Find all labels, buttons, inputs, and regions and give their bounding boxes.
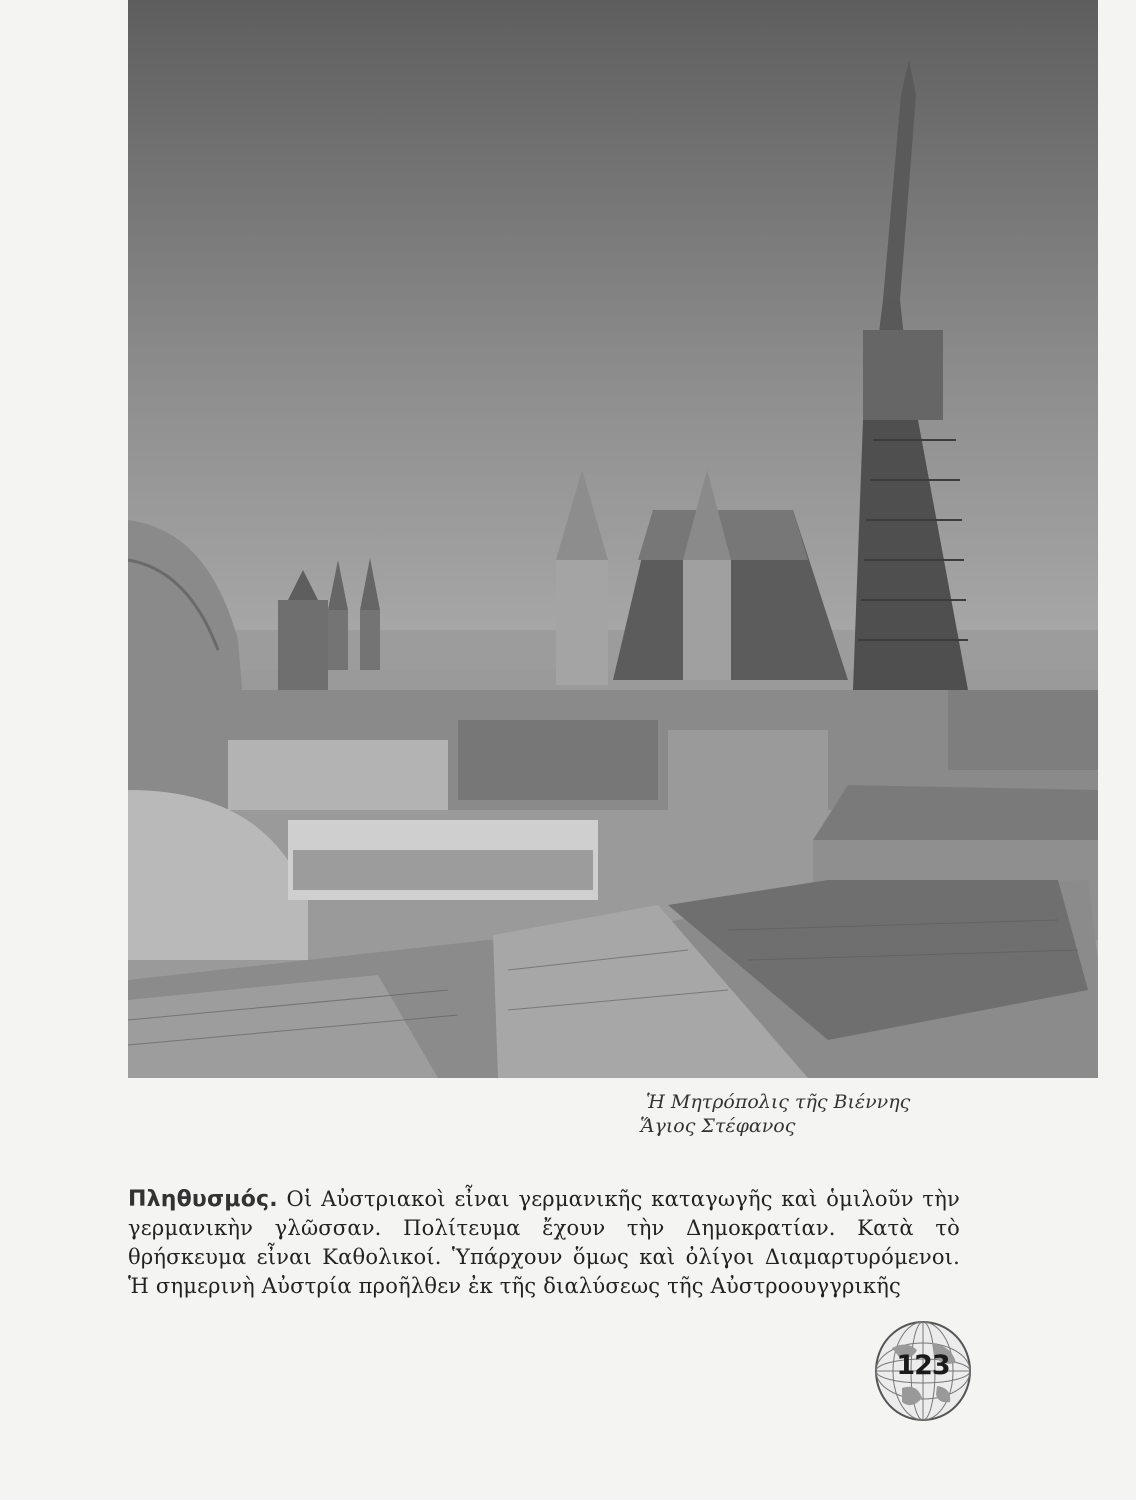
caption-line-1: Ἡ Μητρόπολις τῆς Βιέννης <box>646 1091 911 1113</box>
caption-line-2: Ἅγιος Στέφανος <box>640 1115 796 1137</box>
paragraph-heading: Πληθυσμός. <box>128 1187 278 1212</box>
paragraph-text: Οἱ Αὐστριακοὶ εἶναι γερμανικῆς καταγωγῆς καὶ ὁμιλοῦν τὴν γερμανικὴν γλῶσσαν. Πολίτευμα ἔχουν τὴν Δημοκρατίαν. Κατὰ τὸ θρήσκευμα εἶναι Καθολικοί. Ὑπάρχουν ὅμως καὶ ὀλίγοι Διαμαρτυρόμενοι. Ἡ σημερινὴ Αὐστρία προῆλθεν ἐκ τῆς διαλύσεως τῆς Αὐστροουγγρικῆς <box>128 1187 960 1298</box>
vienna-skyline-image <box>128 0 1098 1078</box>
population-paragraph <box>128 1185 960 1301</box>
page-number: 123 <box>896 1350 950 1381</box>
photo-caption <box>640 1090 910 1138</box>
cathedral-photo <box>128 0 1098 1078</box>
